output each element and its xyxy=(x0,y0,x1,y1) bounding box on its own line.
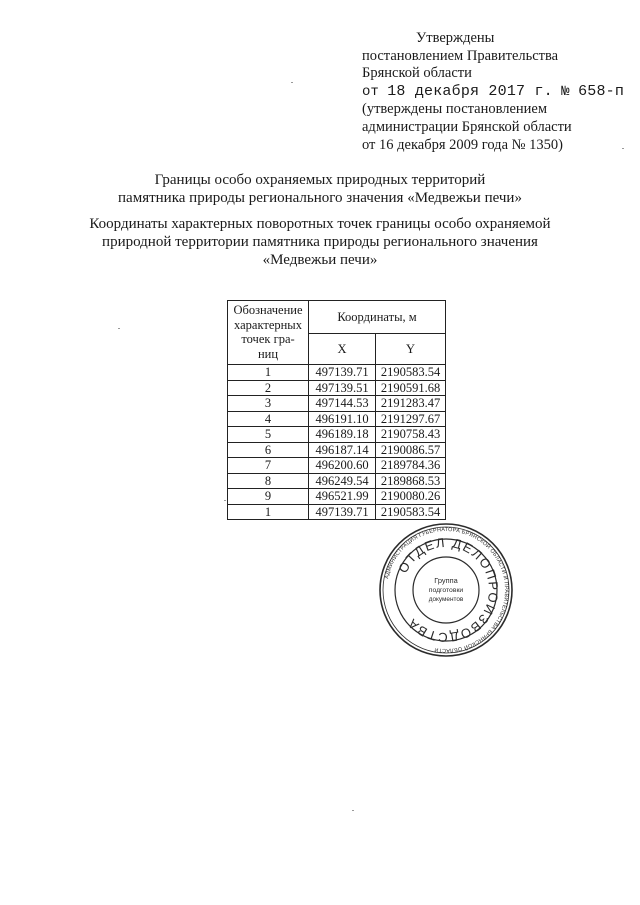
point-cell: 2 xyxy=(228,380,309,396)
x-cell: 496189.18 xyxy=(309,427,376,443)
scan-speck xyxy=(224,500,226,501)
date-prefix: от xyxy=(362,83,379,100)
seal-graphic xyxy=(378,522,514,658)
point-cell: 4 xyxy=(228,411,309,427)
approval-block xyxy=(362,30,632,154)
table-caption xyxy=(0,215,640,269)
caption-line: Координаты характерных поворотных точек границы особо охраняемой xyxy=(89,216,551,232)
x-cell: 496191.10 xyxy=(309,411,376,427)
y-cell: 2189784.36 xyxy=(376,458,446,474)
official-seal xyxy=(378,522,514,658)
table-row xyxy=(228,504,446,520)
previous-approval-line: от 16 декабря 2009 года № 1350) xyxy=(362,136,563,153)
table-row xyxy=(228,489,446,505)
seal-center-line: подготовки xyxy=(428,587,464,594)
scan-speck xyxy=(118,328,120,329)
point-cell: 7 xyxy=(228,458,309,474)
document-title xyxy=(0,171,640,207)
previous-approval-line: администрации Брянской области xyxy=(362,118,572,135)
y-cell: 2191297.67 xyxy=(376,411,446,427)
previous-approval-line: (утверждены постановлением xyxy=(362,101,548,118)
point-cell: 3 xyxy=(228,396,309,412)
x-cell: 496249.54 xyxy=(309,473,376,489)
caption-line: природной территории памятника природы регионального значения xyxy=(102,234,538,250)
caption-line: «Медвежьи печи» xyxy=(262,252,378,268)
y-cell: 2190583.54 xyxy=(376,504,446,520)
header-point-line: точек гра- xyxy=(241,332,295,346)
header-point-line: характерных xyxy=(234,317,302,332)
header-coordinates: Координаты, м xyxy=(309,301,446,334)
point-cell: 8 xyxy=(228,473,309,489)
point-cell: 5 xyxy=(228,427,309,443)
y-cell: 2190758.43 xyxy=(376,427,446,443)
table-row xyxy=(228,427,446,443)
header-y: Y xyxy=(376,334,446,365)
x-cell: 496200.60 xyxy=(309,458,376,474)
point-cell: 1 xyxy=(228,365,309,381)
y-cell: 2190583.54 xyxy=(376,365,446,381)
table-row xyxy=(228,380,446,396)
x-cell: 497139.51 xyxy=(309,380,376,396)
table-row xyxy=(228,473,446,489)
point-cell: 1 xyxy=(228,504,309,520)
seal-outer-text: АДМИНИСТРАЦИЯ ГУБЕРНАТОРА БРЯНСКОЙ ОБЛАСТИ И ПРАВИТЕЛЬСТВА БРЯНСКОЙ ОБЛАСТИ xyxy=(384,526,510,654)
header-point-line: ниц xyxy=(257,346,279,361)
header-point xyxy=(228,301,309,365)
header-point-line: Обозначение xyxy=(233,303,303,317)
scan-speck xyxy=(291,82,293,83)
seal-ring-text: ОТДЕЛ ДЕЛОПРОИЗВОДСТВА xyxy=(395,534,502,646)
coordinates-table xyxy=(227,300,446,520)
seal-center-line: документов xyxy=(428,596,464,603)
x-cell: 496187.14 xyxy=(309,442,376,458)
y-cell: 2191283.47 xyxy=(376,396,446,412)
table-row xyxy=(228,411,446,427)
table-row xyxy=(228,396,446,412)
table-row xyxy=(228,458,446,474)
point-cell: 6 xyxy=(228,442,309,458)
approval-number: 658-п xyxy=(578,82,625,100)
approval-date-line xyxy=(362,83,632,102)
y-cell: 2190086.57 xyxy=(376,442,446,458)
point-cell: 9 xyxy=(228,489,309,505)
approval-date: 18 декабря 2017 г. xyxy=(387,82,553,100)
title-line: Границы особо охраняемых природных территорий xyxy=(154,172,486,188)
number-sign: № xyxy=(561,83,570,100)
header-x: X xyxy=(309,334,376,365)
table-row xyxy=(228,442,446,458)
seal-center-line: Группа xyxy=(434,576,458,585)
x-cell: 497139.71 xyxy=(309,504,376,520)
approval-line: постановлением Правительства xyxy=(362,47,559,64)
y-cell: 2189868.53 xyxy=(376,473,446,489)
y-cell: 2190080.26 xyxy=(376,489,446,505)
scan-speck xyxy=(622,148,624,149)
scan-speck xyxy=(352,810,354,811)
approval-line: Брянской области xyxy=(362,65,472,82)
title-line: памятника природы регионального значения «Медвежьи печи» xyxy=(118,190,522,206)
table-row xyxy=(228,365,446,381)
x-cell: 497139.71 xyxy=(309,365,376,381)
x-cell: 497144.53 xyxy=(309,396,376,412)
approval-heading: Утверждены xyxy=(416,30,495,46)
y-cell: 2190591.68 xyxy=(376,380,446,396)
x-cell: 496521.99 xyxy=(309,489,376,505)
